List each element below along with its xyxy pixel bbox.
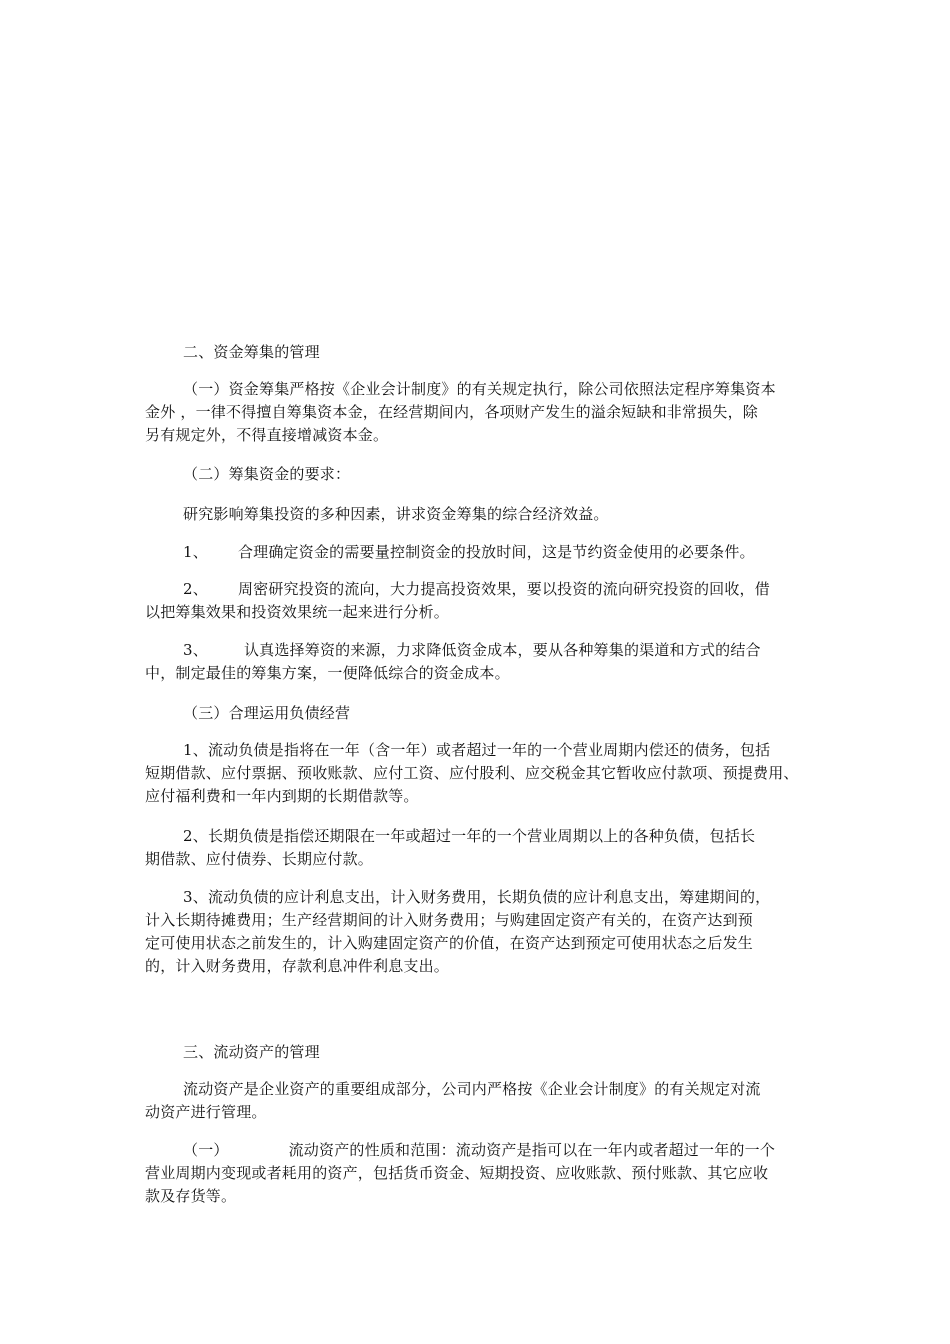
section-2-title: 二、资金筹集的管理 [183,343,320,361]
subsection-2-intro [145,503,815,526]
paragraph-line: 2、长期负债是指偿还期限在一年或超过一年的一个营业周期以上的各种负债，包括长 [183,827,756,845]
paragraph-line: 流动资产是企业资产的重要组成部分，公司内严格按《企业会计制度》的有关规定对流 [183,1080,761,1098]
paragraph-line: 以把筹集效果和投资效果统一起来进行分析。 [145,603,450,621]
section-3-paragraph-1 [145,1078,815,1124]
paragraph-line: 应付福利费和一年内到期的长期借款等。 [145,787,419,805]
section-2-paragraph-1 [145,378,815,447]
item-number: 3、 [183,641,208,659]
paragraph-line: 短期借款、应付票据、预收账款、应付工资、应付股利、应交税金其它暂收应付款项、预提费用、 [145,764,799,782]
paragraph-line: 周密研究投资的流向，大力提高投资效果，要以投资的流向研究投资的回收，借 [237,580,770,598]
subsection-2-heading [145,463,815,486]
paragraph-line: 1、流动负债是指将在一年（含一年）或者超过一年的一个营业周期内偿还的债务，包括 [183,741,771,759]
paragraph-line: 计入长期待摊费用；生产经营期间的计入财务费用；与购建固定资产有关的，在资产达到预 [145,911,754,929]
paragraph-line: 研究影响筹集投资的多种因素，讲求资金筹集的综合经济效益。 [183,505,609,523]
paragraph-line: 款及存货等。 [145,1187,237,1205]
subsection-title: （三）合理运用负债经营 [183,704,351,722]
debt-item-1 [145,739,815,808]
paragraph-line: 的，计入财务费用，存款利息冲件利息支出。 [145,957,450,975]
item-number: 1、 [183,543,208,561]
section-2-heading [145,341,815,364]
section-3-title: 三、流动资产的管理 [183,1043,320,1061]
paragraph-line: 期借款、应付债券、长期应付款。 [145,850,374,868]
paragraph-line: 合理确定资金的需要量控制资金的投放时间，这是节约资金使用的必要条件。 [237,543,755,561]
paragraph-line: 流动资产的性质和范围：流动资产是指可以在一年内或者超过一年的一个 [288,1141,776,1159]
item-number: （一） [183,1141,229,1159]
paragraph-line: （一）资金筹集严格按《企业会计制度》的有关规定执行，除公司依照法定程序筹集资本 [183,380,776,398]
paragraph-line: 营业周期内变现或者耗用的资产，包括货币资金、短期投资、应收账款、预付账款、其它应收 [145,1164,769,1182]
section-3-heading [145,1041,815,1064]
debt-item-3 [145,886,815,978]
paragraph-line: 动资产进行管理。 [145,1103,267,1121]
requirement-item-2 [145,578,815,624]
requirement-item-3 [145,639,815,685]
section-3-subsection-1 [145,1139,815,1208]
requirement-item-1 [145,541,815,564]
subsection-title: （二）筹集资金的要求： [183,465,351,483]
paragraph-line: 定可使用状态之前发生的，计入购建固定资产的价值，在资产达到预定可使用状态之后发生 [145,934,754,952]
debt-item-2 [145,825,815,871]
item-number: 2、 [183,580,208,598]
subsection-3-heading [145,702,815,725]
paragraph-line: 金外 ，一律不得擅自筹集资本金，在经营期间内，各项财产发生的溢余短缺和非常损失，除 [145,403,758,421]
paragraph-line: 认真选择筹资的来源，力求降低资金成本，要从各种筹集的渠道和方式的结合 [243,641,761,659]
paragraph-line: 3、流动负债的应计利息支出，计入财务费用，长期负债的应计利息支出，筹建期间的， [183,888,771,906]
paragraph-line: 中，制定最佳的筹集方案，一便降低综合的资金成本。 [145,664,510,682]
paragraph-line: 另有规定外，不得直接增减资本金。 [145,426,389,444]
